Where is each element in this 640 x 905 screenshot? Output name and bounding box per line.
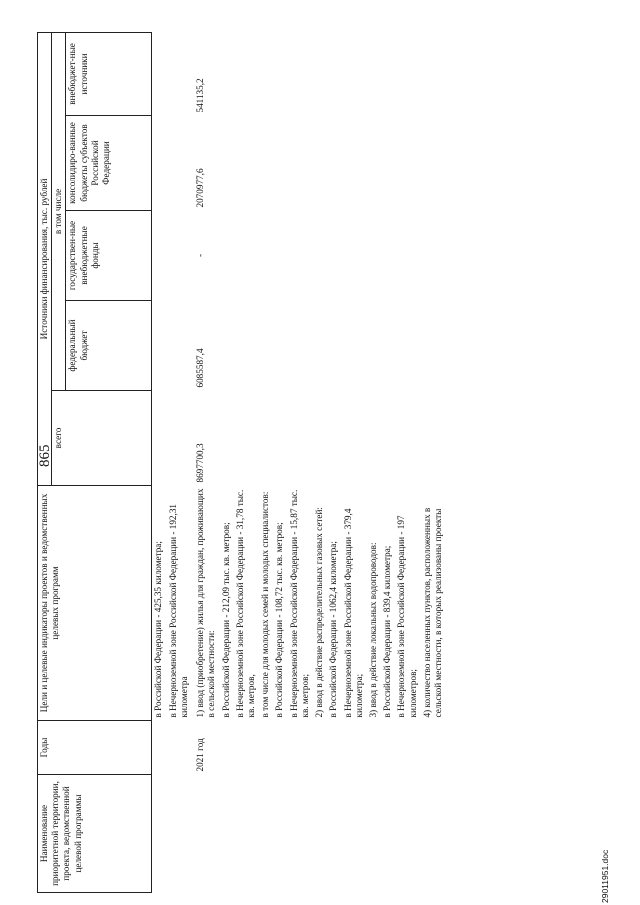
header-including: в том числе: [52, 32, 66, 390]
value-extrabudgetary: 541135,2: [195, 78, 206, 113]
indicator-line: в Российской Федерации - 108,72 тыс. кв. метров;: [274, 522, 285, 718]
indicator-line: в Российской Федерации - 425,35 километра;: [153, 541, 164, 718]
header-state-funds: государствен-ные внебюджетные фонды: [66, 211, 152, 301]
indicator-line: 1) ввод (приобретение) жилья для граждан, проживающих в сельской местности:: [195, 488, 217, 718]
indicator-line: в Нечерноземной зоне Российской Федерации - 197 километров;: [396, 515, 418, 718]
indicator-line: в Российской Федерации - 212,09 тыс. кв. метров;: [220, 522, 231, 718]
footer-document-code: 29011951.doc: [600, 849, 610, 903]
indicator-line: в том числе для молодых семей и молодых специалистов:: [260, 491, 271, 718]
funding-table: [37, 32, 448, 893]
header-federal: федеральный бюджет: [66, 301, 152, 391]
indicator-line: в Нечерноземной зоне Российской Федерации - 192,31 километра: [167, 503, 189, 718]
indicator-line: в Российской Федерации - 1062,4 километра;: [328, 541, 339, 718]
indicator-line: 2) ввод в действие распределительных газовых сетей:: [314, 507, 325, 718]
page-number: 865: [37, 444, 53, 467]
value-federal: 6085587,4: [195, 348, 206, 388]
header-funding-sources: Источники финансирования, тыс. рублей: [38, 32, 52, 485]
indicator-line: в Нечерноземной зоне Российской Федерации - 15,87 тыс. кв. метров;: [288, 489, 310, 718]
value-state-funds: -: [195, 253, 206, 258]
indicator-line: 3) ввод в действие локальных водопроводов:: [367, 542, 378, 718]
header-extrabudgetary: внебюджет-ные источники: [66, 32, 152, 115]
indicator-line: в Нечерноземной зоне Российской Федерации - 31,78 тыс. кв. метров,: [234, 489, 256, 718]
header-total: всего: [52, 391, 152, 486]
indicator-line: в Российской Федерации - 839,4 километра;: [382, 545, 393, 718]
header-name: Наименование приоритетной территории, проекта, ведомственной целевой программы: [38, 775, 152, 893]
indicator-line: в Нечерноземной зоне Российской Федерации - 379,4 километра;: [342, 508, 364, 718]
row-year: 2021 год: [195, 738, 206, 772]
header-goals: Цели и целевые индикаторы проектов и ведомственных целевых программ: [38, 486, 152, 721]
header-years: Годы: [38, 721, 152, 775]
value-regional: 2070977,6: [195, 168, 206, 208]
indicators-main: [194, 486, 448, 721]
indicators-top: [152, 486, 194, 721]
value-total: 8697700,3: [195, 443, 206, 483]
header-regional: консолидиро-ванные бюджеты субъектов Российской Федерации: [66, 116, 152, 211]
indicator-line: 4) количество населенных пунктов, расположенных в сельской местности, в которых реализованы проекты: [421, 507, 444, 718]
